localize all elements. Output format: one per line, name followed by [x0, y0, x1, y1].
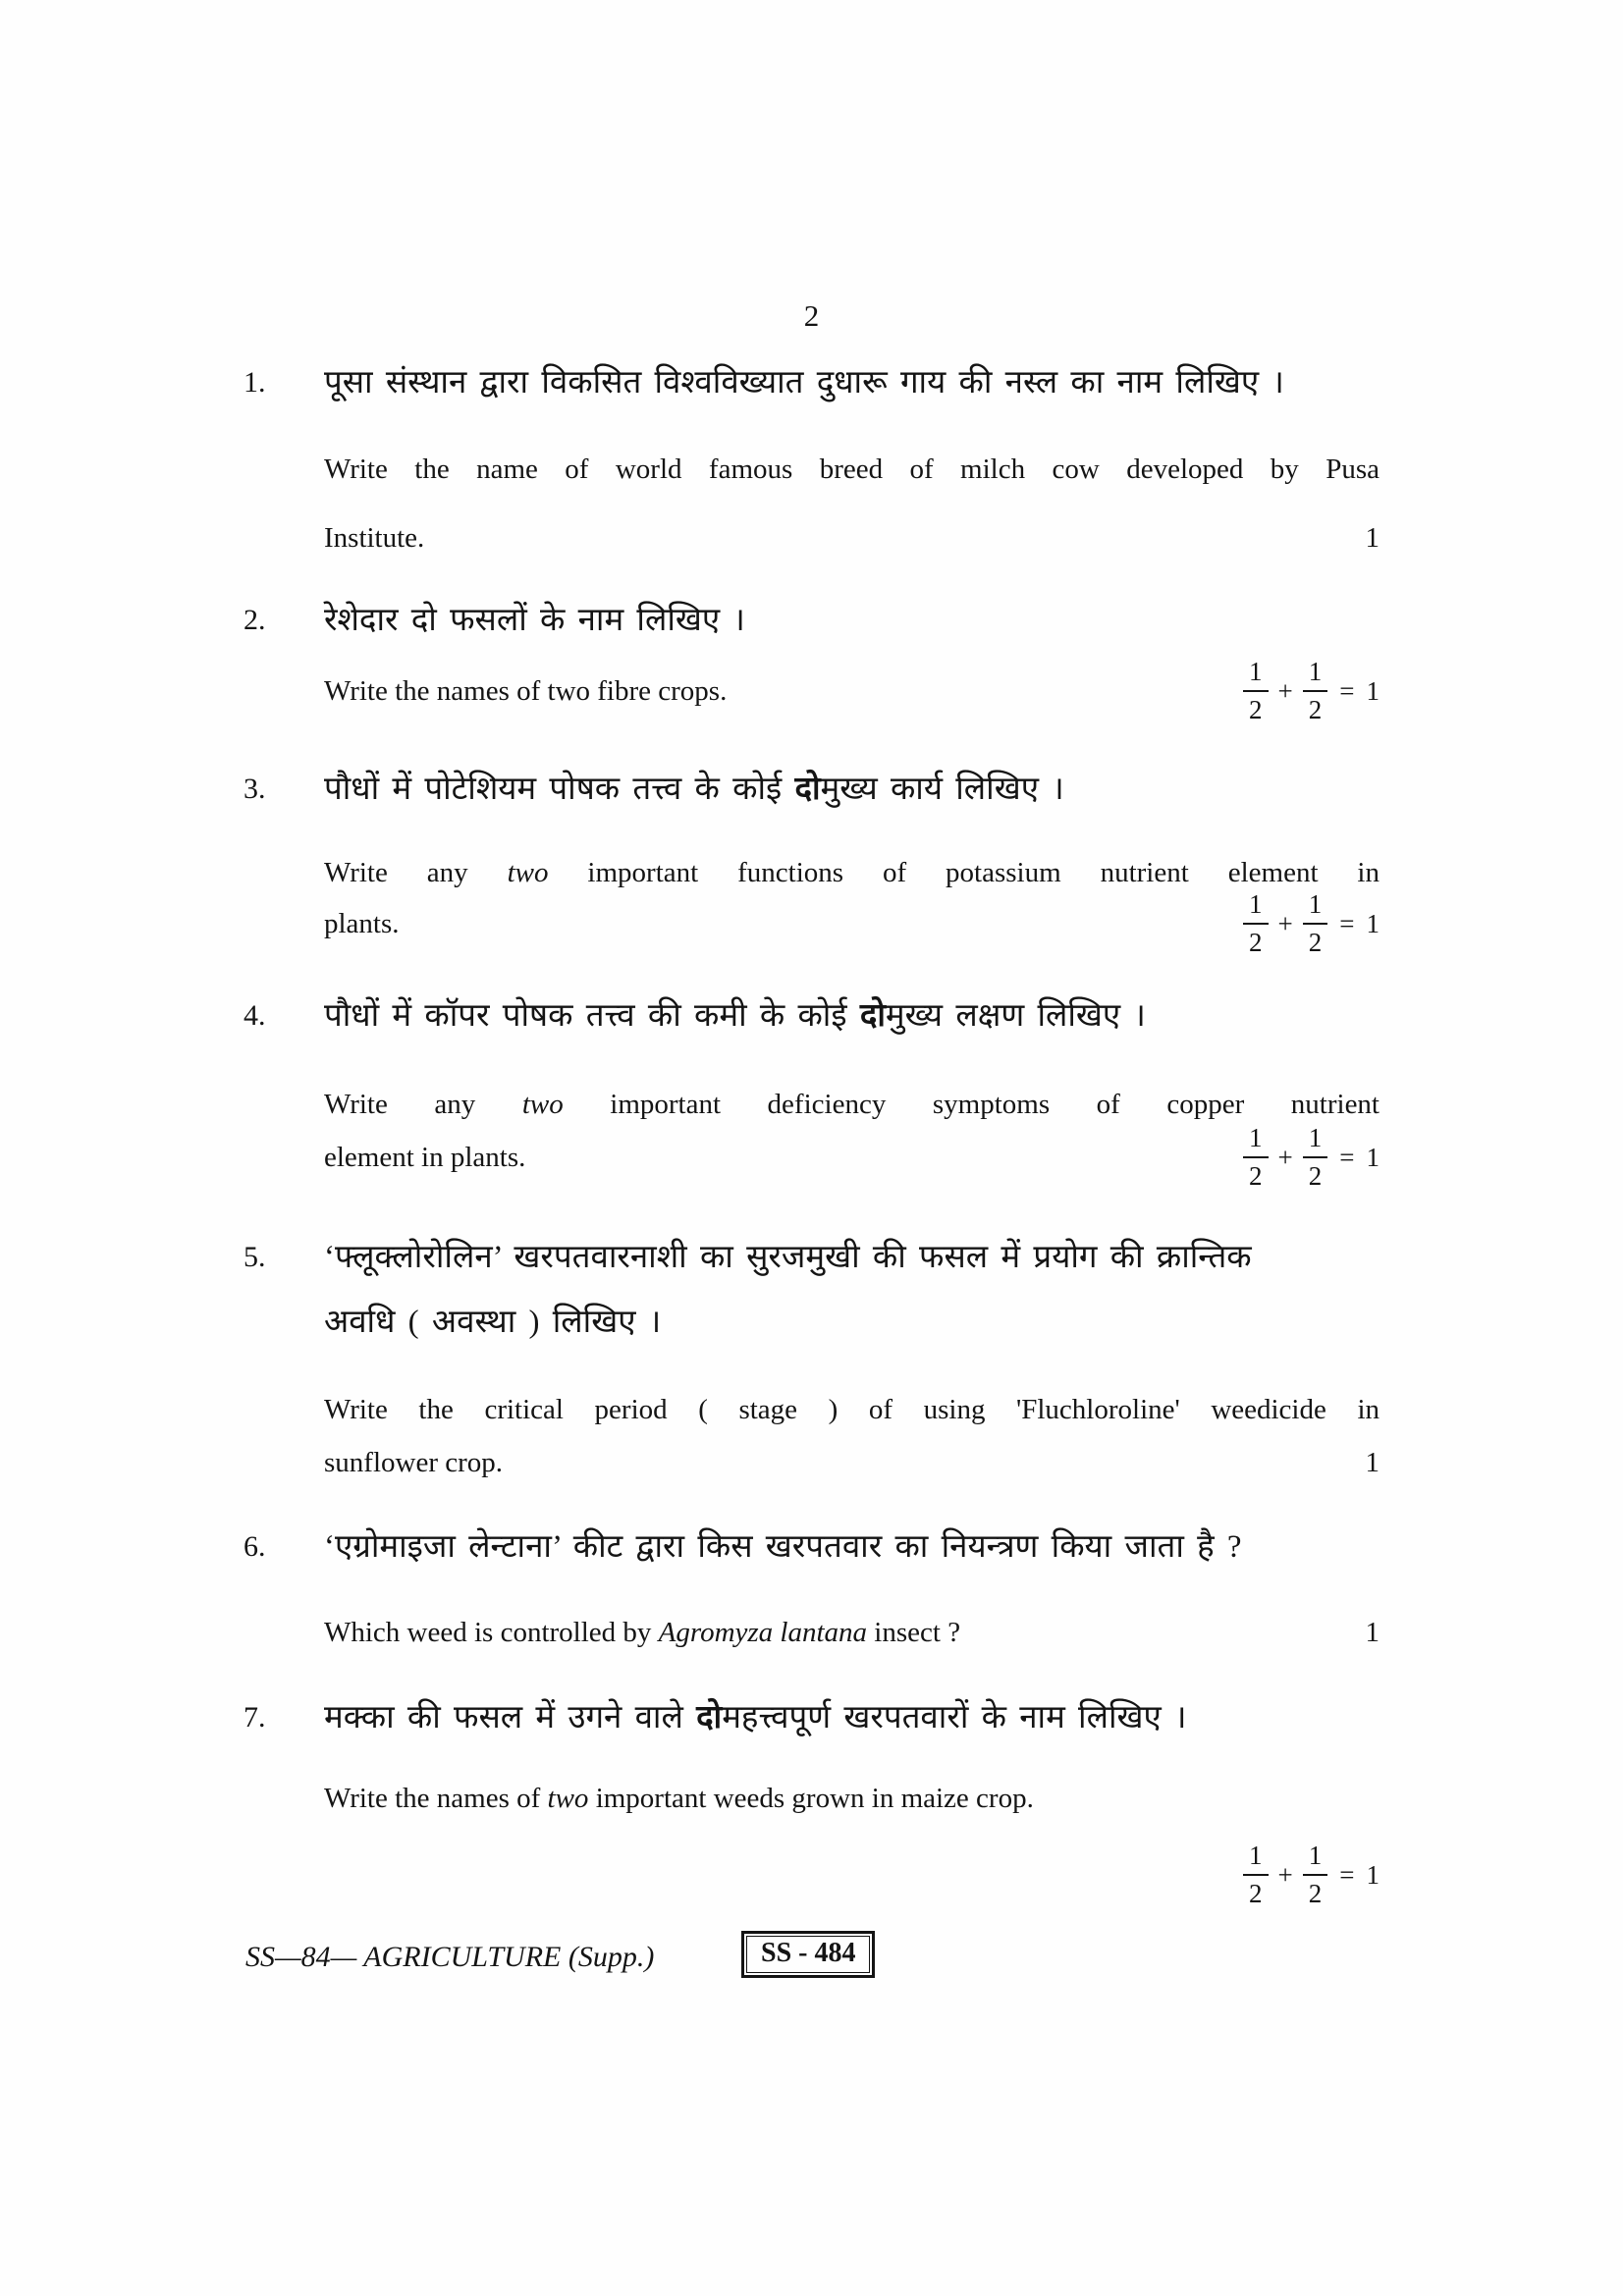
question-5-hindi-line-1: ‘फ्लूक्लोरोलिन’ खरपतवारनाशी का सुरजमुखी की फसल में प्रयोग की क्रान्तिक: [324, 1240, 1252, 1275]
question-7-marks-fraction: [1243, 1842, 1380, 1907]
question-5-english-line-1: Write the critical period ( stage ) of using 'Fluchloroline' weedicide in: [324, 1394, 1380, 1425]
question-1-number: 1.: [243, 366, 266, 399]
question-4-english-line-2: [324, 1123, 1380, 1191]
fraction-first: $\frac{1}{2}$: [1243, 659, 1269, 723]
fraction-second: $\frac{1}{2}$: [1303, 1125, 1328, 1190]
footer-code-box: SS - 484: [746, 1936, 870, 1973]
question-4-hindi: पौधों में कॉपर पोषक तत्त्व की कमी के कोई दोमुख्य लक्षण लिखिए ।: [324, 998, 1146, 1034]
italic-word-two: two: [547, 1783, 589, 1814]
question-6-english-text: Which weed is controlled by Agromyza lantana insect ?: [324, 1617, 961, 1648]
question-4-number: 4.: [243, 999, 266, 1032]
question-6-hindi: ‘एग्रोमाइजा लेन्टाना’ कीट द्वारा किस खरपतवार का नियन्त्रण किया जाता है ?: [324, 1529, 1242, 1565]
plus-sign: +: [1277, 1859, 1293, 1890]
question-5-marks: 1: [1365, 1447, 1380, 1478]
question-5-english-line-2: [324, 1441, 1380, 1484]
fraction-second: $\frac{1}{2}$: [1303, 659, 1328, 723]
fraction-first: $\frac{1}{2}$: [1243, 891, 1269, 956]
fraction-second: $\frac{1}{2}$: [1303, 891, 1328, 956]
question-5-english-text: sunflower crop.: [324, 1447, 504, 1478]
equals-sign: =: [1339, 1859, 1355, 1890]
question-1-marks: 1: [1365, 522, 1380, 554]
question-1-english-line-2: [324, 516, 1380, 560]
marks-total: 1: [1366, 1142, 1380, 1172]
question-5-number: 5.: [243, 1241, 266, 1273]
question-3-english-line-2: [324, 889, 1380, 957]
bold-word-do: दो: [859, 998, 886, 1034]
question-6-english-line: [324, 1611, 1380, 1654]
marks-total: 1: [1366, 1859, 1380, 1890]
question-6-number: 6.: [243, 1530, 266, 1563]
marks-total: 1: [1366, 908, 1380, 938]
plus-sign: +: [1277, 908, 1293, 938]
fraction-first: $\frac{1}{2}$: [1243, 1842, 1269, 1907]
fraction-second: $\frac{1}{2}$: [1303, 1842, 1328, 1907]
question-3-number: 3.: [243, 773, 266, 805]
equals-sign: =: [1339, 908, 1355, 938]
page-number: 2: [803, 298, 820, 333]
plus-sign: +: [1277, 675, 1293, 706]
marks-total: 1: [1366, 675, 1380, 706]
question-2-number: 2.: [243, 604, 266, 636]
question-3-english-line-1: Write any two important functions of potassium nutrient element in: [324, 857, 1380, 888]
question-4-english-line-1: Write any two important deficiency symptoms of copper nutrient: [324, 1089, 1380, 1120]
question-2-english-text: Write the names of two fibre crops.: [324, 675, 728, 707]
italic-species-name: Agromyza lantana: [658, 1617, 868, 1648]
question-5-hindi-line-2: अवधि ( अवस्था ) लिखिए ।: [324, 1305, 662, 1340]
italic-word-two: two: [507, 857, 549, 888]
plus-sign: +: [1277, 1142, 1293, 1172]
question-7-number: 7.: [243, 1701, 266, 1734]
equals-sign: =: [1339, 1142, 1355, 1172]
question-1-english-text: Institute.: [324, 522, 425, 554]
footer-series-label: SS—84— AGRICULTURE (Supp.): [245, 1941, 655, 1973]
question-2-marks-fraction: [1243, 659, 1380, 723]
question-3-english-text: plants.: [324, 908, 400, 939]
question-6-marks: 1: [1365, 1617, 1380, 1648]
question-3-marks-fraction: [1243, 891, 1380, 956]
italic-word-two: two: [521, 1089, 564, 1120]
bold-word-do: दो: [794, 772, 821, 807]
question-3-hindi: पौधों में पोटेशियम पोषक तत्त्व के कोई दोमुख्य कार्य लिखिए ।: [324, 772, 1064, 807]
question-1-hindi: पूसा संस्थान द्वारा विकसित विश्वविख्यात दुधारू गाय की नस्ल का नाम लिखिए ।: [324, 365, 1284, 400]
question-7-english-line: Write the names of two important weeds grown in maize crop.: [324, 1783, 1034, 1814]
bold-word-do: दो: [696, 1700, 723, 1735]
fraction-first: $\frac{1}{2}$: [1243, 1125, 1269, 1190]
question-7-marks-row: [324, 1841, 1380, 1908]
question-2-english-line: [324, 657, 1380, 724]
question-2-hindi: रेशेदार दो फसलों के नाम लिखिए ।: [324, 603, 745, 638]
question-1-english-line-1: Write the name of world famous breed of milch cow developed by Pusa: [324, 454, 1380, 485]
question-7-hindi: मक्का की फसल में उगने वाले दोमहत्त्वपूर्ण खरपतवारों के नाम लिखिए ।: [324, 1700, 1187, 1735]
question-4-marks-fraction: [1243, 1125, 1380, 1190]
question-4-english-text: element in plants.: [324, 1142, 526, 1173]
equals-sign: =: [1339, 675, 1355, 706]
